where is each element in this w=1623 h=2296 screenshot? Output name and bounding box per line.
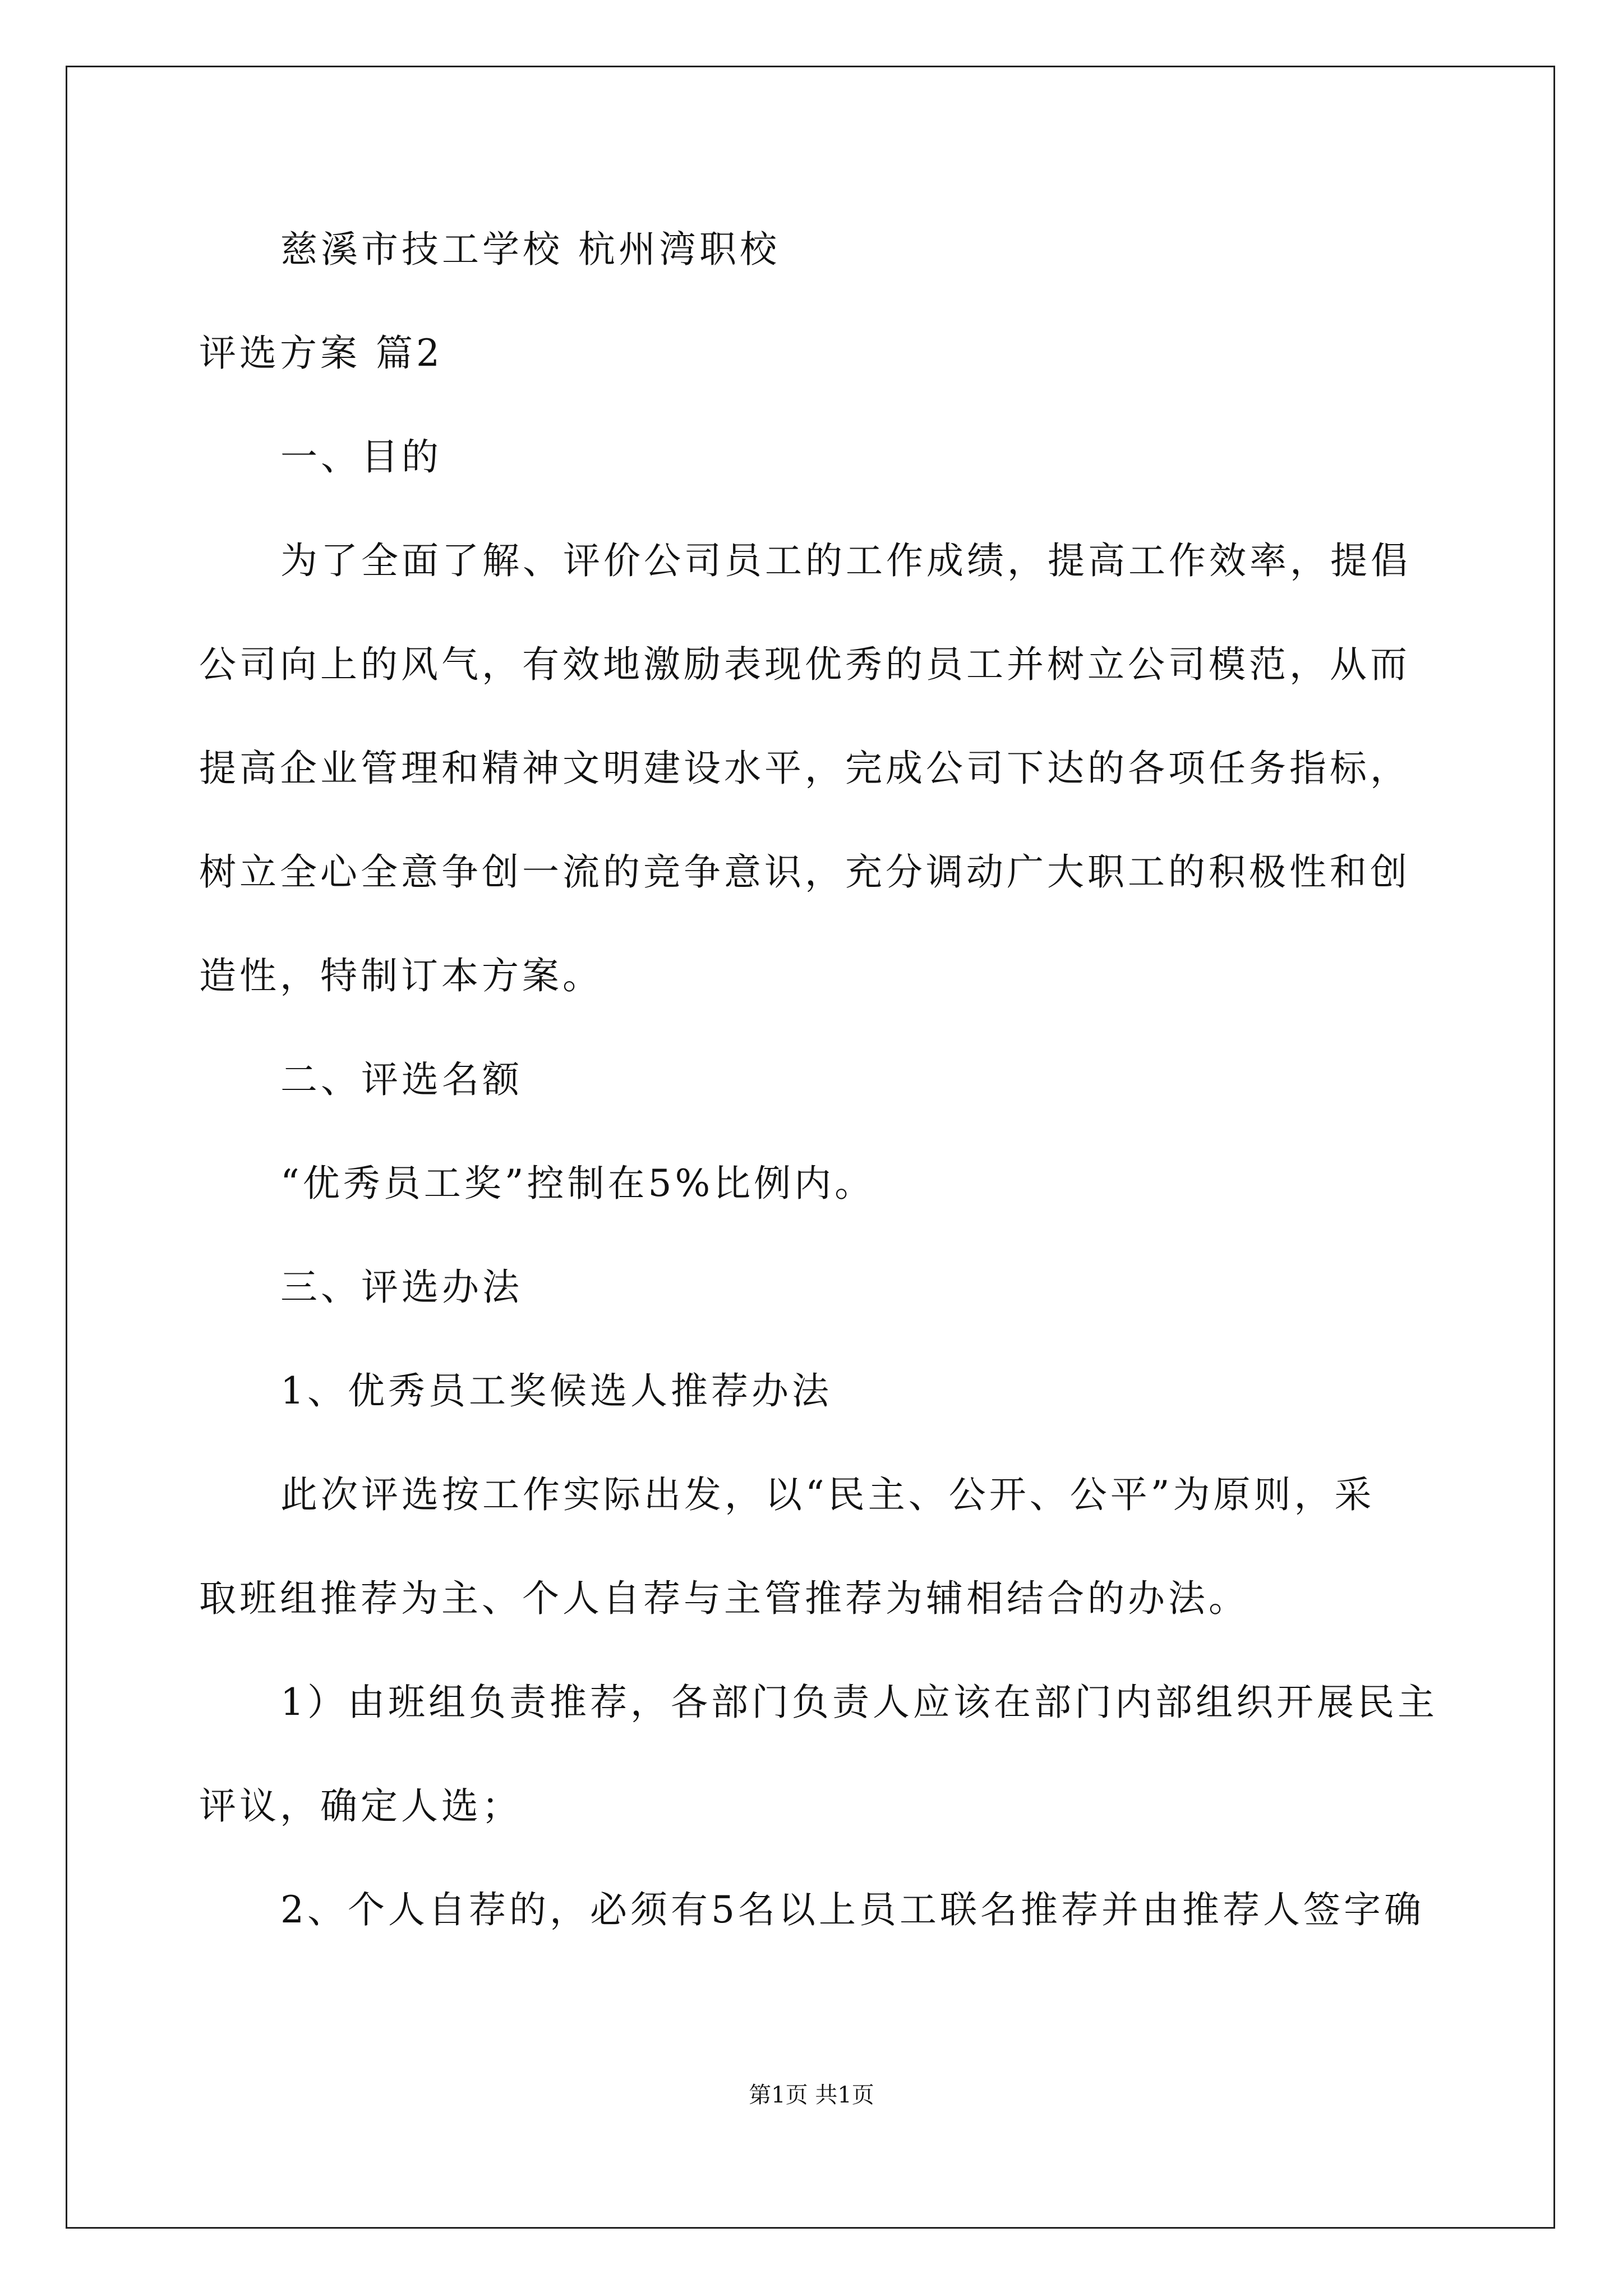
paragraph-line: 此次评选按工作实际出发，以“民主、公开、公平”为原则，采 <box>280 1473 1375 1516</box>
paragraph-line: 为了全面了解、评价公司员工的工作成绩，提高工作效率，提倡 <box>280 539 1411 582</box>
paragraph-line: 提高企业管理和精神文明建设水平，完成公司下达的各项任务指标， <box>199 747 1410 790</box>
paragraph-line: 1）由班组负责推荐，各部门负责人应该在部门内部组织开展民主 <box>280 1681 1438 1724</box>
paragraph-line: 评议，确定人选； <box>199 1784 522 1828</box>
heading-purpose: 一、目的 <box>280 435 442 478</box>
school-names-line: 慈溪市技工学校 杭州湾职校 <box>280 228 780 271</box>
page-footer: 第1页 共1页 <box>749 2082 874 2108</box>
section-title: 评选方案 篇2 <box>199 332 443 375</box>
paragraph-line: 公司向上的风气，有效地激励表现优秀的员工并树立公司模范，从而 <box>199 643 1410 686</box>
paragraph-line: “优秀员工奖”控制在5%比例内。 <box>280 1162 875 1205</box>
paragraph-line: 取班组推荐为主、个人自荐与主管推荐为辅相结合的办法。 <box>199 1577 1249 1620</box>
heading-quota: 二、评选名额 <box>280 1058 523 1101</box>
paragraph-line: 树立全心全意争创一流的竞争意识，充分调动广大职工的积极性和创 <box>199 850 1410 894</box>
heading-method: 三、评选办法 <box>280 1266 523 1309</box>
subheading-nomination: 1、优秀员工奖候选人推荐办法 <box>280 1369 832 1412</box>
paragraph-line: 2、个人自荐的，必须有5名以上员工联名推荐并由推荐人签字确 <box>280 1888 1424 1931</box>
paragraph-line: 造性，特制订本方案。 <box>199 954 603 997</box>
